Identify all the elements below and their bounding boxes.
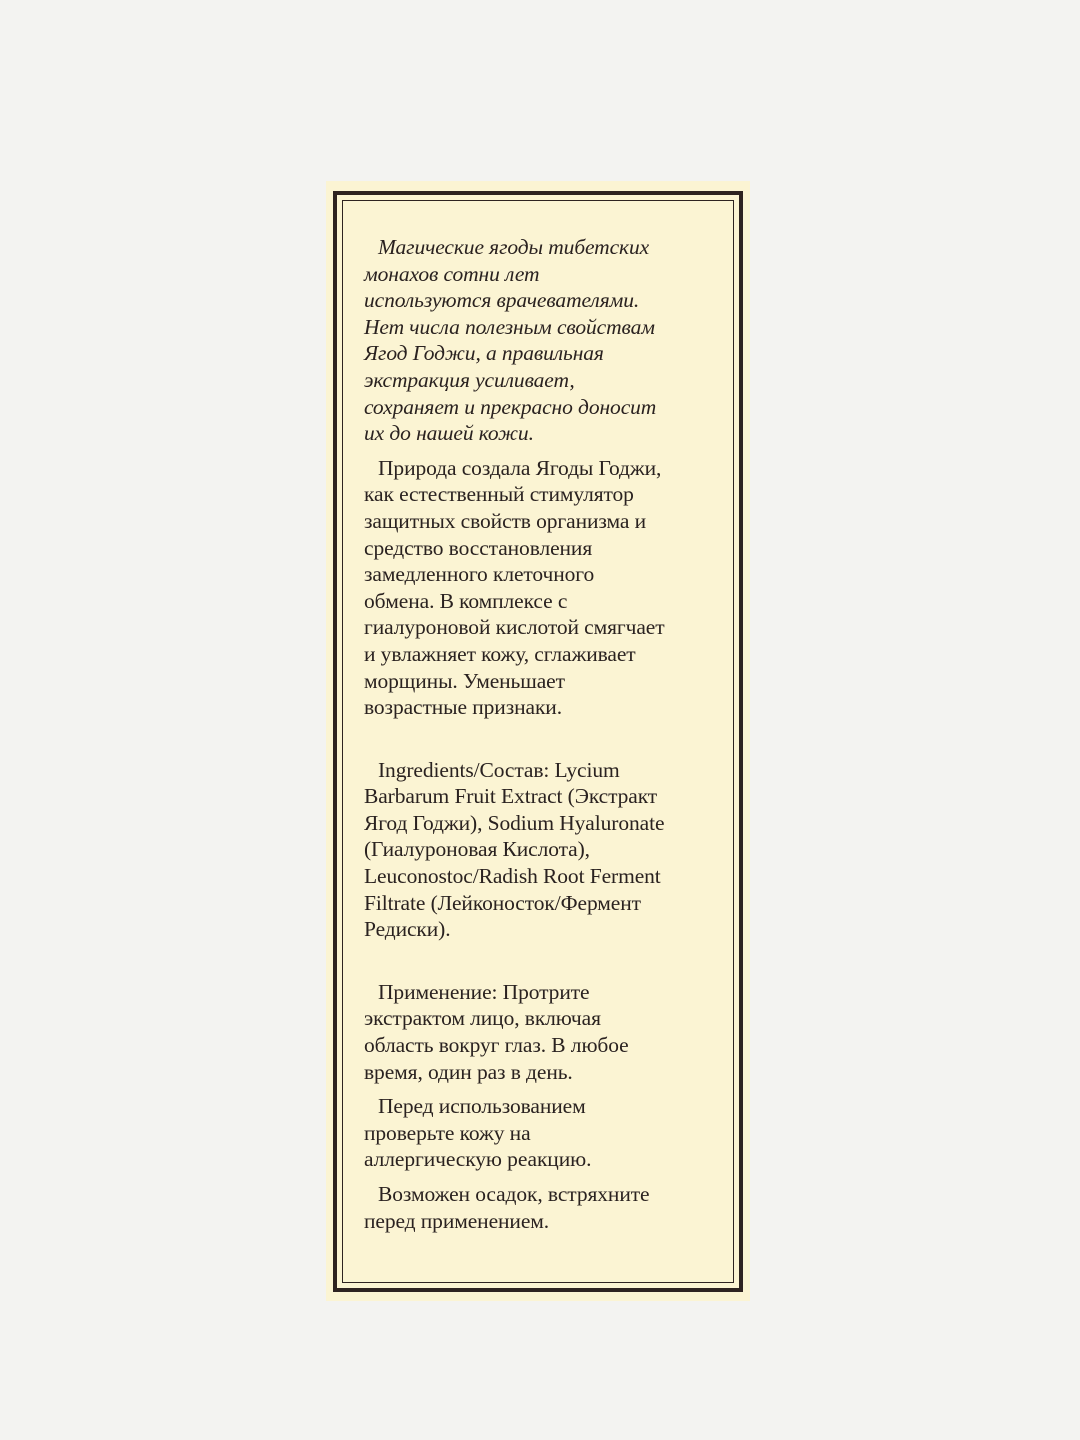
allergy-warning-paragraph: Перед использованием проверьте кожу на аллергическую реакцию. bbox=[364, 1094, 592, 1172]
description-paragraph: Природа создала Ягоды Годжи, как естественный стимулятор защитных свойств организма и средство восстановления замедленного клеточного обмена. В комплексе с гиалуроновой кислотой смягчает и увлажняет кожу, сглаживает морщины. Уменьшает возрастные признаки. bbox=[364, 455, 665, 720]
usage-paragraph: Применение: Протрите экстрактом лицо, включая область вокруг глаз. В любое время, один раз в день. bbox=[364, 979, 629, 1084]
intro-paragraph: Магические ягоды тибетских монахов сотни лет используются врачевателями. Нет числа полезным свойствам Ягод Годжи, а правильная экстракция усиливает, сохраняет и прекрасно доносит их до нашей кожи. bbox=[364, 235, 657, 446]
ingredients-paragraph: Ingredients/Состав: Lycium Barbarum Fruit Extract (Экстракт Ягод Годжи), Sodium Hyaluronate (Гиалуроновая Кислота), Leuconostoc/Radish Root Ferment Filtrate (Лейконосток/Фермент Редиски). bbox=[364, 757, 665, 942]
label-text-block bbox=[364, 234, 720, 1234]
sediment-note-paragraph: Возможен осадок, встряхните перед применением. bbox=[364, 1182, 650, 1233]
